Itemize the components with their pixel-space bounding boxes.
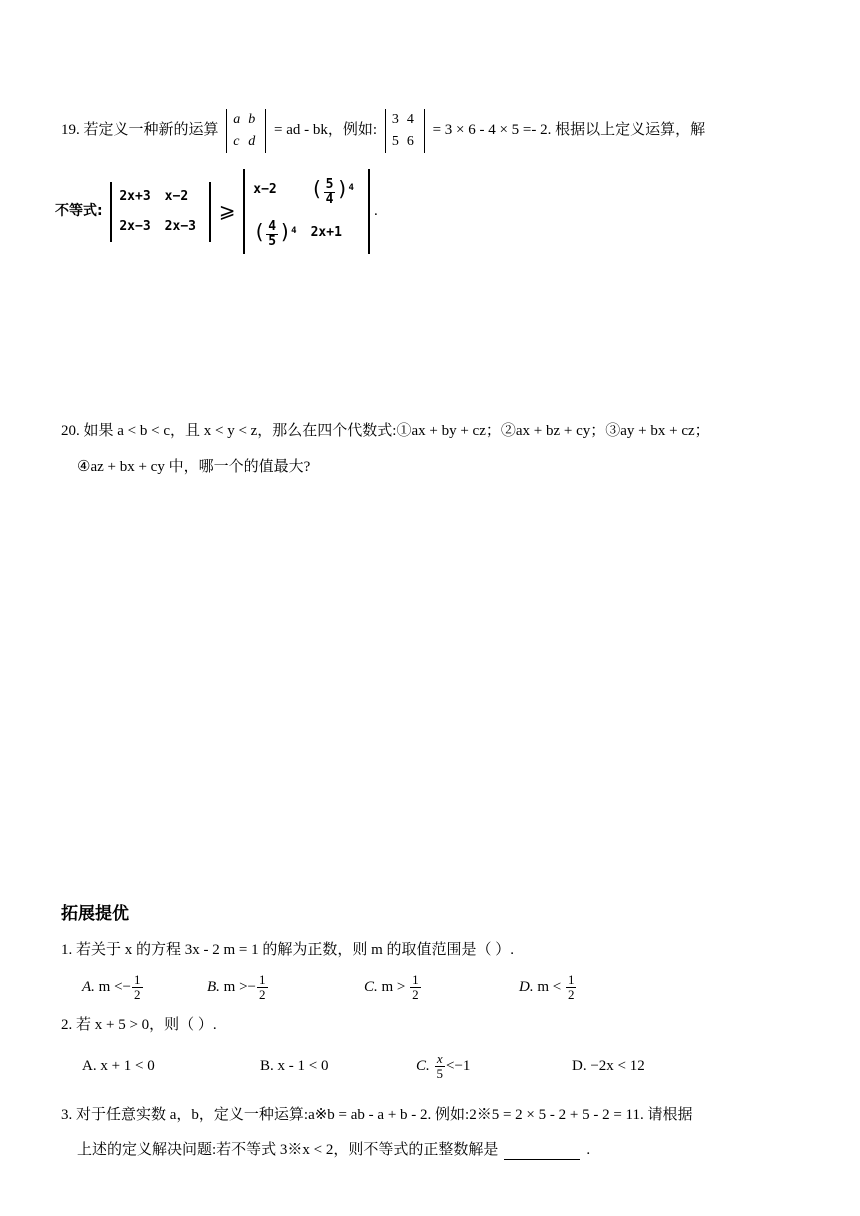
matrix-cell: a: [233, 111, 241, 127]
inequality-end: .: [373, 203, 378, 219]
problem-1-option-d[interactable]: D. m < $\frac{1}{2}$: [519, 972, 575, 1003]
matrix-cell: 5: [391, 133, 399, 149]
matrix-cell: 4: [406, 111, 414, 127]
matrix-cell: c: [233, 133, 240, 149]
power-cell: ( $\frac{4}{5}$ )$^4$: [253, 218, 297, 249]
matrix-cell: x−2: [253, 182, 277, 198]
matrix-cell: d: [248, 133, 256, 149]
definition-result: = ad - bk: [274, 122, 328, 138]
matrix-cell: x−2: [164, 188, 189, 204]
example-determinant: [385, 109, 425, 153]
geq-symbol: ⩾: [218, 200, 236, 223]
section-title: 拓展提优: [61, 904, 129, 924]
problem-2-option-c[interactable]: C. $\frac{x}{5}$ <−1: [416, 1051, 471, 1082]
question-20-line-1: 20. 如果 a < b < c，且 x < y < z，那么在四个代数式:①ax + by + cz；②ax + bz + cy；③ay + bx + cz；: [61, 423, 710, 439]
example-result: = 3 × 6 - 4 × 5 =- 2. 根据以上定义运算，解: [432, 122, 706, 138]
problem-1-option-b[interactable]: B. m >− $\frac{1}{2}$: [207, 972, 266, 1003]
answer-blank[interactable]: [504, 1142, 580, 1160]
matrix-cell: 6: [406, 133, 414, 149]
matrix-cell: 2x−3: [164, 218, 196, 234]
problem-3-line-1: 3. 对于任意实数 a，b，定义一种运算:a※b = ab - a + b - 2. 例如:2※5 = 2 × 5 - 2 + 5 - 2 = 11. 请根据: [61, 1107, 693, 1123]
q19-intro: 19. 若定义一种新的运算: [61, 122, 219, 138]
matrix-cell: 2x−3: [119, 218, 151, 234]
power-cell: ( $\frac{5}{4}$ )$^4$: [310, 176, 354, 207]
definition-determinant: [226, 109, 266, 153]
question-19-line-1: [61, 108, 705, 152]
left-determinant: [110, 182, 211, 242]
matrix-cell: 3: [391, 111, 399, 127]
problem-2-option-d[interactable]: D. −2x < 12: [572, 1058, 645, 1074]
matrix-cell: 2x+3: [119, 188, 151, 204]
question-20-line-2: ④az + bx + cy 中，哪一个的值最大?: [77, 459, 311, 475]
problem-2-option-b[interactable]: B. x - 1 < 0: [260, 1058, 329, 1074]
question-19-inequality: [55, 168, 378, 254]
problem-1-option-c[interactable]: C. m > $\frac{1}{2}$: [364, 972, 419, 1003]
problem-3-line-2: 上述的定义解决问题:若不等式 3※x < 2，则不等式的正整数解是 .: [77, 1142, 591, 1158]
matrix-cell: 2x+1: [310, 224, 342, 240]
problem-2-question: 2. 若 x + 5 > 0，则（ ）.: [61, 1017, 217, 1033]
problem-1-option-a[interactable]: A. m <− $\frac{1}{2}$: [82, 972, 141, 1003]
matrix-cell: b: [248, 111, 256, 127]
right-determinant: [243, 169, 370, 254]
inequality-label: 不等式:: [55, 203, 103, 219]
problem-1-question: 1. 若关于 x 的方程 3x - 2 m = 1 的解为正数，则 m 的取值范围是（ ）.: [61, 942, 515, 958]
problem-2-option-a[interactable]: A. x + 1 < 0: [82, 1058, 155, 1074]
example-label: ，例如:: [327, 122, 378, 138]
